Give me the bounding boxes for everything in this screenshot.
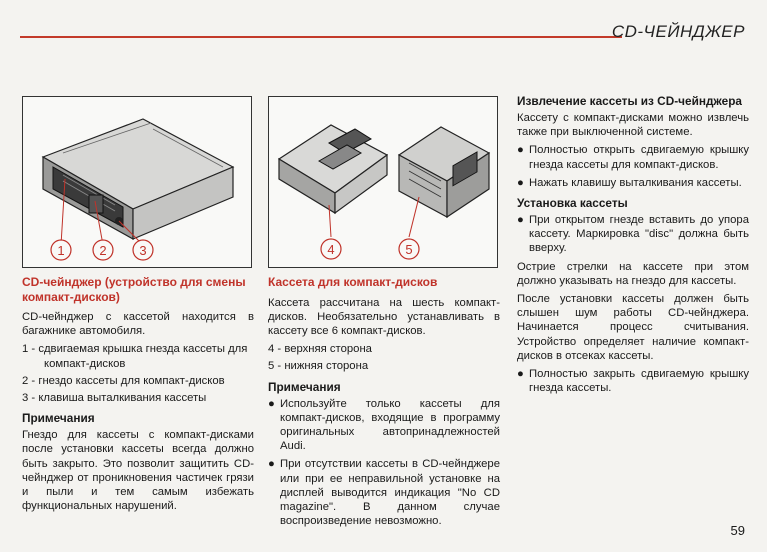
bullet-text: Нажать клавишу выталкивания кассеты. [529, 176, 742, 189]
bullet-dot-icon: ● [268, 397, 275, 410]
bullet-item [268, 397, 500, 454]
column-cd-changer [22, 96, 254, 517]
cassette-drawing [269, 97, 498, 268]
eject-intro: Кассету с компакт-дисками можно извлечь также при выключенной системе. [517, 112, 749, 139]
section-title-cassette: Кассета для компакт-дисков [268, 275, 438, 289]
section-title-insert: Установка кассеты [517, 196, 628, 211]
cd-changer-drawing [23, 97, 252, 268]
section-title-cd-changer: CD-чейнджер (устройство для смены компакт-дисков) [22, 275, 246, 304]
insert-arrow-text: Острие стрелки на кассете при этом должно указывать на гнездо для кассеты. [517, 260, 749, 287]
cd-changer-intro: CD-чейнджер с кассетой находится в багажнике автомобиля. [22, 311, 254, 338]
bullet-item [517, 367, 749, 395]
cassette-intro: Кассета рассчитана на шесть компакт-дисков. Необязательно устанавливать в кассету все 6 компакт-дисков. [268, 296, 500, 337]
callout-2: 2 [99, 243, 107, 258]
list-item: 4 - верхняя сторона [268, 343, 372, 356]
bullet-text: При открытом гнезде вставить до упора кассету. Маркировка "disc" должна быть вверху. [529, 214, 749, 255]
list-item: 5 - нижняя сторона [268, 360, 369, 373]
cassette-illustration [268, 96, 498, 268]
list-item: 1 - сдвигаемая крышка гнезда кассеты для компакт-дисков [22, 343, 248, 370]
list-item: 3 - клавиша выталкивания кассеты [22, 392, 207, 405]
callout-4: 4 [327, 242, 335, 257]
notes-text-col1: Гнездо для кассеты с компакт-дисками после установки кассеты всегда должно быть закрыто. Это позволит защитить CD-чейнджер от проникновения частичек грязи и пыли и тем самым избежать функциональных нарушений. [22, 429, 254, 513]
callout-5: 5 [405, 242, 413, 257]
bullet-dot-icon: ● [517, 368, 524, 381]
bullet-dot-icon: ● [517, 176, 524, 189]
bullet-text: При отсутствии кассеты в CD-чейнджере или при ее неправильной установке на дисплей выводится индикация "No CD magazine". В данном случае воспроизведение невозможно. [280, 458, 500, 528]
column-cassette [268, 96, 500, 532]
bullet-text: Полностью закрыть сдвигаемую крышку гнезда кассеты. [529, 368, 749, 395]
bullet-item [517, 176, 749, 190]
page-title: CD-ЧЕЙНДЖЕР [611, 22, 745, 41]
bullet-text: Полностью открыть сдвигаемую крышку гнезда кассеты для компакт-дисков. [529, 144, 749, 171]
column-instructions [517, 94, 749, 399]
bullet-item [517, 143, 749, 171]
page-number: 59 [730, 523, 745, 538]
insert-reading-text: После установки кассеты должен быть слышен шум работы CD-чейнджера. Начинается процесс считывания. Устройство определяет наличие компакт-дисков в отсеках кассеты. [517, 293, 749, 362]
bullet-dot-icon: ● [268, 458, 275, 471]
header-rule [20, 36, 622, 38]
cd-changer-illustration [22, 96, 252, 268]
notes-title-col1: Примечания [22, 411, 95, 426]
list-item: 2 - гнездо кассеты для компакт-дисков [22, 374, 225, 387]
bullet-text: Используйте только кассеты для компакт-дисков, входящие в программу оригинальных автопринадлежностей Audi. [280, 397, 500, 453]
section-title-eject: Извлечение кассеты из CD-чейнджера [517, 94, 742, 108]
notes-title-col2: Примечания [268, 379, 341, 394]
bullet-item [517, 213, 749, 256]
callout-1: 1 [57, 243, 65, 258]
callout-3: 3 [139, 243, 147, 258]
bullet-item [268, 457, 500, 528]
bullet-dot-icon: ● [517, 214, 524, 227]
bullet-dot-icon: ● [517, 144, 524, 157]
